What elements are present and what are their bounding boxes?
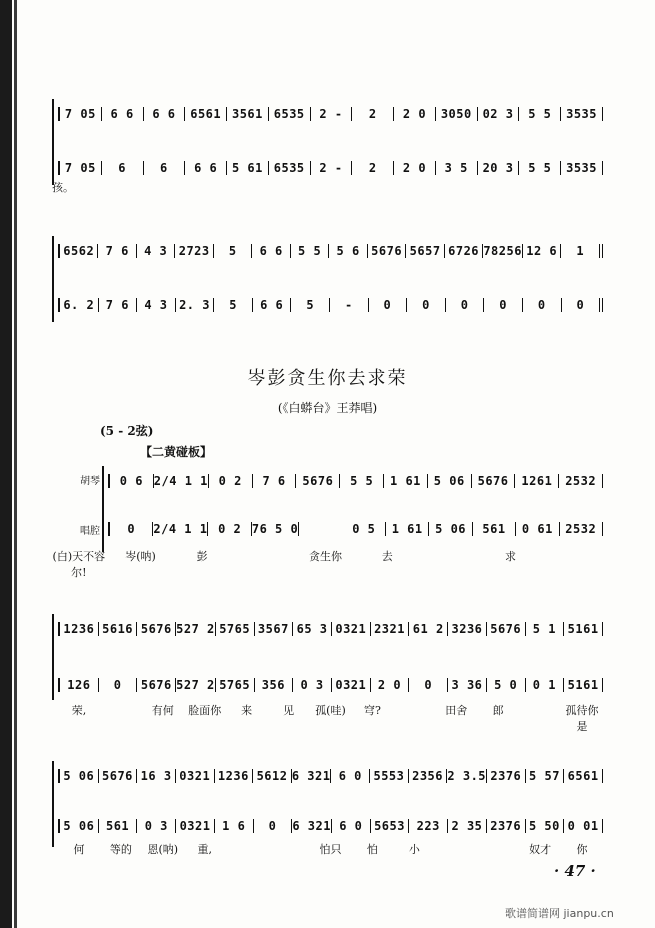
- staff-top: [108, 470, 603, 492]
- measure: 02 3: [478, 107, 520, 121]
- measure: 5676: [99, 769, 138, 783]
- measure: 5765: [216, 622, 255, 636]
- measure: 0: [99, 678, 138, 692]
- measure: 0 3: [293, 678, 332, 692]
- lyric-syllable: [541, 548, 603, 580]
- measure: 0: [484, 298, 523, 312]
- measure: 0321: [332, 622, 371, 636]
- measure: 1 6: [215, 819, 254, 833]
- measure: 6 6: [144, 107, 186, 121]
- measure: 0 61: [516, 522, 559, 536]
- measure: 7 05: [58, 161, 102, 175]
- song-title: 岑彭贪生你去求荣: [247, 368, 408, 389]
- site-watermark: 歌谱简谱网 jianpu.cn: [505, 907, 614, 920]
- measure: 7 05: [58, 107, 102, 121]
- measure: 6535: [269, 107, 311, 121]
- lyric-syllable: 孤待你是: [565, 704, 599, 733]
- measure: 5: [291, 298, 330, 312]
- measure: 2 3.5: [447, 769, 487, 783]
- measure: 2: [352, 107, 394, 121]
- staff-bottom: [58, 815, 603, 837]
- measure: 2356: [409, 769, 448, 783]
- measure: 1261: [515, 474, 559, 488]
- lyric-line: 孩。: [52, 181, 74, 194]
- measure: 0: [523, 298, 562, 312]
- lyric-syllable: [233, 548, 295, 580]
- measure: 561: [99, 819, 138, 833]
- staff-top: [58, 765, 603, 787]
- lyric-syllable: [519, 702, 561, 734]
- measure: 2321: [371, 622, 410, 636]
- measure: 2 0: [371, 678, 410, 692]
- measure: 65 3: [293, 622, 332, 636]
- lyric-syllable: 怕只: [319, 843, 342, 856]
- measure: 7 6: [253, 474, 297, 488]
- measure: 1236: [58, 622, 99, 636]
- measure: 5676: [137, 678, 176, 692]
- lyric-syllable: 孤(哇): [315, 704, 346, 717]
- lyric-syllable: [393, 702, 435, 734]
- song-subtitle: (《白蟒台》王莽唱): [277, 401, 378, 415]
- lyric-syllable: 何: [73, 843, 85, 856]
- measure: 5 1: [526, 622, 565, 636]
- measure: 5 0: [487, 678, 526, 692]
- measure: 7 6: [99, 298, 138, 312]
- system-1: [52, 103, 603, 194]
- measure: 0 3: [137, 819, 176, 833]
- measure: 61 2: [409, 622, 448, 636]
- measure: 3567: [255, 622, 294, 636]
- measure: 5 5: [340, 474, 384, 488]
- lyric-syllable: 郎: [492, 704, 504, 717]
- lyric-syllable: 贪生你: [309, 550, 343, 563]
- measure: 6726: [445, 244, 483, 258]
- lyric-syllable: 你: [576, 843, 588, 856]
- measure: 6535: [269, 161, 311, 175]
- measure: 5: [214, 298, 253, 312]
- lyric-syllable: 重,: [197, 843, 212, 856]
- measure: 5676: [368, 244, 406, 258]
- measure: 5 57: [526, 769, 565, 783]
- measure: 3535: [561, 107, 603, 121]
- measure: 527 2: [176, 678, 215, 692]
- measure: 2376: [487, 819, 526, 833]
- measure: 5: [214, 244, 252, 258]
- lyric-syllable: 恩(呐): [147, 843, 179, 856]
- measure: 5765: [216, 678, 255, 692]
- lyric-syllable: [477, 841, 519, 857]
- measure: 0321: [176, 819, 215, 833]
- measure: 0321: [176, 769, 215, 783]
- measure: 1236: [215, 769, 254, 783]
- lyric-syllable: 来: [241, 704, 253, 717]
- measure: 3 5: [436, 161, 478, 175]
- measure: 0 2: [209, 474, 253, 488]
- lyrics-row: [48, 548, 603, 580]
- lyric-syllable: 彭: [196, 550, 208, 563]
- measure: 78256: [483, 244, 522, 258]
- lyric-syllable: 怕: [366, 843, 378, 856]
- part-label-changqiang: 唱腔: [80, 526, 100, 537]
- measure: 6 321: [291, 769, 331, 783]
- measure: 2532: [560, 522, 603, 536]
- measure: 0321: [332, 678, 371, 692]
- measure: 6: [102, 161, 144, 175]
- staff-bottom: [108, 518, 603, 540]
- measure: 2532: [559, 474, 603, 488]
- measure: 0: [369, 298, 408, 312]
- measure: 126: [58, 678, 99, 692]
- measure: 5676: [487, 622, 526, 636]
- system-brace: [52, 761, 57, 847]
- measure: 76 5 0: [251, 522, 299, 536]
- measure: 356: [255, 678, 294, 692]
- lyric-syllable: [226, 841, 268, 857]
- system-2: [58, 240, 603, 312]
- measure: 6 321: [292, 819, 331, 833]
- staff-top: [58, 240, 603, 262]
- lyric-syllable: 田舍: [445, 704, 468, 717]
- system-brace: [52, 236, 57, 322]
- measure: 2 35: [448, 819, 487, 833]
- measure: 5676: [472, 474, 516, 488]
- measure: 0: [446, 298, 485, 312]
- system-5: [58, 765, 603, 856]
- measure: 1: [561, 244, 602, 258]
- measure: 12 6: [523, 244, 561, 258]
- measure: 6 6: [102, 107, 144, 121]
- measure: 5653: [371, 819, 410, 833]
- measure: 3 36: [448, 678, 487, 692]
- lyric-syllable: 去: [381, 550, 393, 563]
- measure: -: [330, 298, 369, 312]
- measure: 0 01: [564, 819, 603, 833]
- lyric-syllable: 奴才: [529, 843, 552, 856]
- measure: 0: [407, 298, 446, 312]
- system-brace: [52, 614, 57, 700]
- measure: 5 5: [519, 161, 561, 175]
- lyric-syllable: 等的: [109, 843, 132, 856]
- measure: 0 5: [343, 522, 386, 536]
- measure: 3050: [436, 107, 478, 121]
- measure: 0: [254, 819, 293, 833]
- measure: 5161: [564, 622, 603, 636]
- part-label-huqin: 胡琴: [80, 476, 100, 487]
- measure: 3236: [448, 622, 487, 636]
- lyrics-row: [58, 702, 603, 734]
- lyric-syllable: 岑(呐): [125, 550, 156, 563]
- measure: 0: [409, 678, 448, 692]
- measure: 2: [352, 161, 394, 175]
- measure: 5676: [137, 622, 176, 636]
- measure: 6561: [564, 769, 603, 783]
- staff-top: [58, 103, 603, 125]
- lyric-syllable: 求: [505, 550, 517, 563]
- page-number: · 47 ·: [554, 862, 596, 880]
- measure: 2 -: [311, 161, 353, 175]
- measure: 5 06: [429, 522, 472, 536]
- measure: 5 6: [329, 244, 367, 258]
- banqiang-label: 【二黄碰板】: [140, 445, 213, 459]
- lyric-syllable: [418, 548, 480, 580]
- measure: 5612: [253, 769, 292, 783]
- system-brace: [52, 99, 57, 185]
- lyric-syllable: [268, 841, 310, 857]
- measure: 2 -: [311, 107, 353, 121]
- measure: 0: [562, 298, 604, 312]
- lyric-syllable: [435, 841, 477, 857]
- lyric-syllable: 荣,: [71, 704, 87, 717]
- measure: 6 6: [253, 298, 292, 312]
- measure: 2. 3: [176, 298, 215, 312]
- measure: 5 06: [58, 819, 99, 833]
- measure: 5553: [370, 769, 409, 783]
- measure: 16 3: [137, 769, 176, 783]
- lyric-syllable: 小: [408, 843, 420, 856]
- measure: 5676: [296, 474, 340, 488]
- measure: 2/4 1 1: [153, 522, 208, 536]
- measure: 0: [108, 522, 153, 536]
- lyric-syllable: 有何: [151, 704, 174, 717]
- measure: 6562: [58, 244, 98, 258]
- measure: 0 2: [208, 522, 251, 536]
- measure: 2 0: [394, 161, 436, 175]
- measure: 5 06: [428, 474, 472, 488]
- lyric-syllable: (白)天不容尔!: [52, 550, 106, 579]
- measure: 5657: [406, 244, 444, 258]
- measure: 561: [473, 522, 516, 536]
- staff-bottom: [58, 294, 603, 316]
- system-4: [58, 618, 603, 733]
- measure: 5 50: [526, 819, 565, 833]
- measure: 6 6: [252, 244, 290, 258]
- measure: 2376: [487, 769, 526, 783]
- staff-top: [58, 618, 603, 640]
- measure: 5 5: [291, 244, 329, 258]
- measure: 3561: [227, 107, 269, 121]
- key-signature: (5 - 2弦): [100, 424, 154, 438]
- measure: 6: [144, 161, 186, 175]
- measure: 1 61: [384, 474, 428, 488]
- measure: 5 61: [227, 161, 269, 175]
- measure: 3535: [561, 161, 603, 175]
- measure: 527 2: [176, 622, 215, 636]
- system-brace: [102, 466, 107, 552]
- measure: 5 06: [58, 769, 99, 783]
- book-spine: [0, 0, 12, 928]
- measure: 6. 2: [58, 298, 99, 312]
- measure: 0 6: [108, 474, 154, 488]
- lyric-syllable: 穹?: [363, 704, 381, 717]
- lyric-syllable: [100, 702, 142, 734]
- measure: 6561: [185, 107, 227, 121]
- measure: 4 3: [137, 244, 175, 258]
- measure: 6 6: [185, 161, 227, 175]
- measure: 223: [409, 819, 448, 833]
- book-spine-edge: [14, 0, 17, 928]
- lyric-syllable: 见: [283, 704, 295, 717]
- measure: 5161: [564, 678, 603, 692]
- measure: 5 5: [519, 107, 561, 121]
- measure: 1 61: [386, 522, 429, 536]
- measure: 6 0: [332, 819, 371, 833]
- measure: 7 6: [98, 244, 136, 258]
- lyrics-row: [58, 841, 603, 857]
- measure: 6 0: [331, 769, 370, 783]
- measure: 5616: [99, 622, 138, 636]
- measure: 2723: [175, 244, 213, 258]
- measure: 0 1: [526, 678, 565, 692]
- measure: 2 0: [394, 107, 436, 121]
- measure: 4 3: [137, 298, 176, 312]
- lyric-syllable: 脸面你: [188, 704, 222, 717]
- measure: 2/4 1 1: [153, 474, 208, 488]
- staff-bottom: [58, 157, 603, 179]
- staff-bottom: [58, 674, 603, 696]
- measure: 20 3: [478, 161, 520, 175]
